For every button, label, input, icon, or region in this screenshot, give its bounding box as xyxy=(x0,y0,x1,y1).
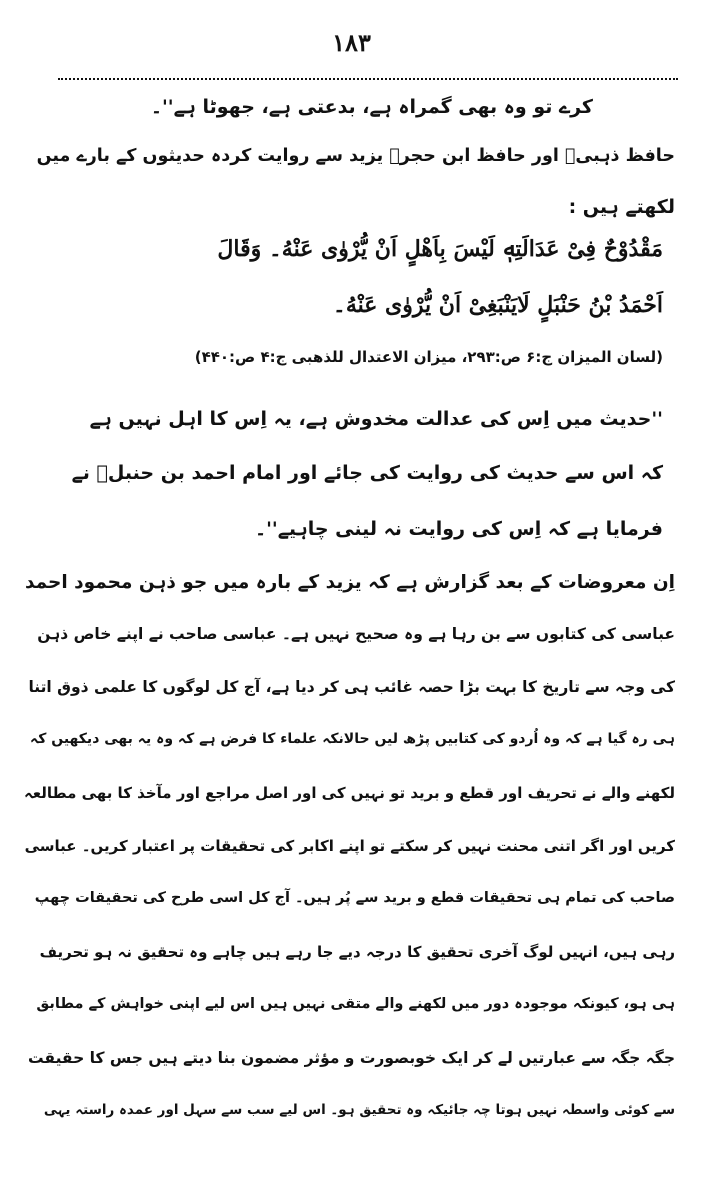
body-line: صاحب کی تمام ہی تحقیقات قطع و برید سے پُر ہیں۔ آج کل اسی طرح کی تحقیقات چھپ xyxy=(34,890,675,906)
body-line: ہی ہو، کیونکہ موجودہ دور میں لکھنے والے متقی نہیں ہیں اس لیے اپنی خواہش کے مطابق xyxy=(36,996,675,1012)
body-line: لکھنے والے نے تحریف اور قطع و برید تو نہیں کی اور اصل مراجع اور مآخذ کا بھی مطالعہ xyxy=(23,784,675,802)
text-line: کرے تو وہ بھی گمراہ ہے، بدعتی ہے، جھوٹا ہے''۔ xyxy=(150,96,593,118)
translation-line: ''حدیث میں اِس کی عدالت مخدوش ہے، یہ اِس کا اہل نہیں ہے xyxy=(89,408,663,430)
body-line: اِن معروضات کے بعد گزارش ہے کہ یزید کے بارہ میں جو ذہن محمود احمد xyxy=(24,572,675,593)
arabic-quote-line: اَحْمَدُ بْنُ حَنْبَلٍ لَایَنْبَغِیْ اَنْ یُّرْوٰی عَنْهُ۔ xyxy=(332,292,663,318)
translation-line: کہ اس سے حدیث کی روایت کی جائے اور امام احمد بن حنبلؒ نے xyxy=(71,462,663,484)
translation-line: فرمایا ہے کہ اِس کی روایت نہ لینی چاہیے''۔ xyxy=(254,518,663,540)
body-line: جگہ جگہ سے عبارتیں لے کر ایک خوبصورت و مؤثر مضمون بنا دیتے ہیں جس کا حقیقت xyxy=(28,1049,675,1067)
body-line: سے کوئی واسطہ نہیں ہوتا چہ جائیکہ وہ تحقیق ہو۔ اس لیے سب سے سہل اور عمدہ راستہ یہی xyxy=(43,1102,675,1118)
text-line: حافظ ذہبیؒ اور حافظ ابن حجرؒ یزید سے روایت کردہ حدیثوں کے بارے میں xyxy=(36,146,675,166)
arabic-quote-line: مَقْدُوْحٌ فِیْ عَدَالَتِهٖ لَیْسَ بِاَهْلٍ اَنْ یُّرْوٰی عَنْهُ۔ وَقَالَ xyxy=(217,236,663,262)
body-line: ہی رہ گیا ہے کہ وہ اُردو کی کتابیں پڑھ لیں حالانکہ علماء کا فرض ہے کہ وہ یہ بھی دیکھیں کہ xyxy=(30,731,675,747)
header-divider xyxy=(58,78,678,80)
page-number: ۱۸۳ xyxy=(332,28,371,57)
body-line: کریں اور اگر اتنی محنت نہیں کر سکتے تو اپنے اکابر کی تحقیقات پر اعتبار کریں۔ عباسی xyxy=(24,837,675,855)
body-line: عباسی کی کتابوں سے بن رہا ہے وہ صحیح نہیں ہے۔ عباسی صاحب نے اپنے خاص ذہن xyxy=(37,625,675,643)
citation: (لسان المیزان ج:۶ ص:۲۹۳، میزان الاعتدال للذھبی ج:۴ ص:۴۴۰) xyxy=(194,348,663,366)
body-line: کی وجہ سے تاریخ کا بہت بڑا حصہ غائب ہی کر دیا ہے، آج کل لوگوں کا علمی ذوق اتنا xyxy=(28,678,675,696)
text-line: لکھتے ہیں : xyxy=(568,196,675,218)
body-line: رہی ہیں، انہیں لوگ آخری تحقیق کا درجہ دیے جا رہے ہیں چاہے وہ تحقیق نہ ہو تحریف xyxy=(39,943,675,961)
